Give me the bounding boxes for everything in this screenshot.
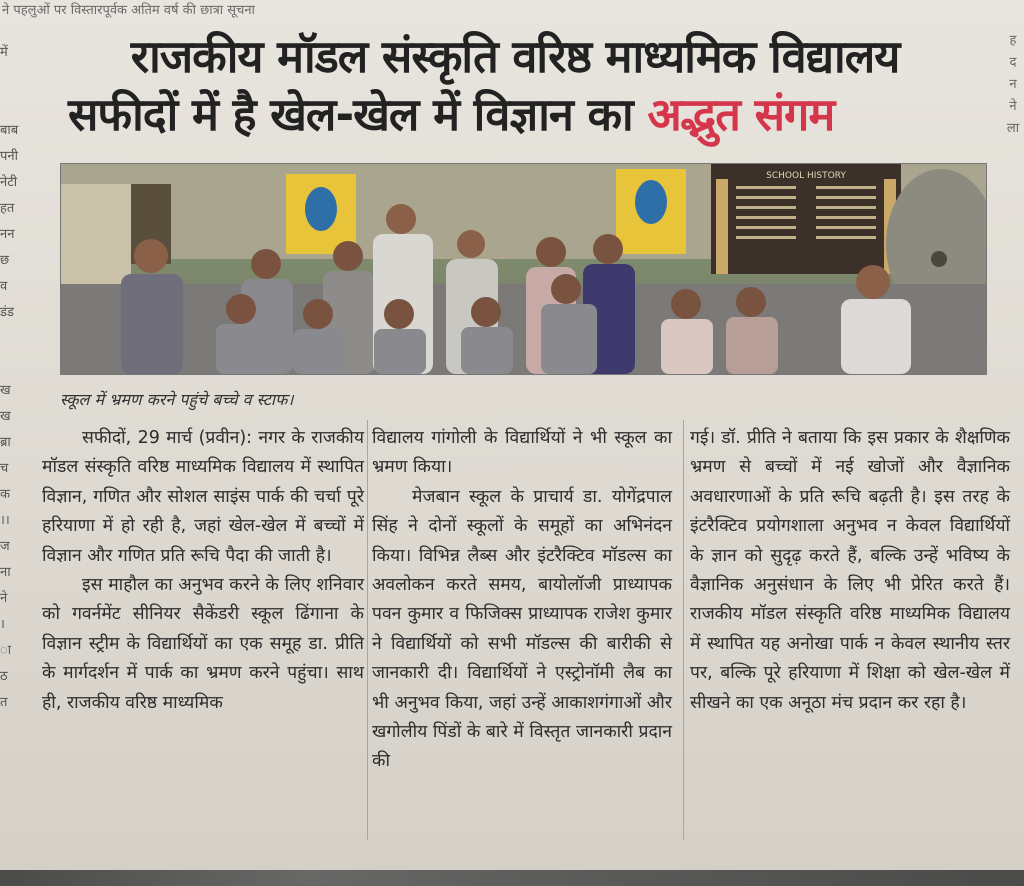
headline-line-2-main: सफीदों में है खेल-खेल में विज्ञान का — [68, 88, 633, 141]
article-paragraph: गई। डॉ. प्रीति ने बताया कि इस प्रकार के शैक्षणिक भ्रमण से बच्चों में नई खोजों और वैज्ञानिक अवधारणाओं के प्रति रूचि बढ़ती है। इस तरह के इंटरैक्टिव प्रयोगशाला अनुभव न केवल विद्यार्थियों के ज्ञान को सुदृढ़ करते हैं, बल्कि उन्हें भविष्य के वैज्ञानिक अनुसंधान के लिए भी प्रेरित करते हैं। राजकीय मॉडल संस्कृति वरिष्ठ माध्यमिक विद्यालय में स्थापित यह अनोखा पार्क न केवल स्थानीय स्तर पर, बल्कि पूरे हरियाणा में शिक्षा को खेल-खेल में सीखने का एक अनूठा मंच प्रदान कर रहा है। — [690, 428, 1010, 713]
column-divider-1 — [367, 420, 368, 840]
left-margin-fragment: त — [0, 695, 8, 710]
column-divider-2 — [683, 420, 684, 840]
photo-caption: स्कूल में भ्रमण करने पहुंचे बच्चे व स्टाफ। — [60, 390, 294, 409]
history-board-title: SCHOOL HISTORY — [766, 171, 846, 181]
article-paragraph: मेजबान स्कूल के प्राचार्य डा. योगेंद्रपाल सिंह ने दोनों स्कूलों के समूहों का अभिनंदन किया। विभिन्न लैब्स और इंटरैक्टिव मॉडल्स का अवलोकन करते समय, बायोलॉजी प्राध्यापक पवन कुमार व फिजिक्स प्राध्यापक राजेश कुमार ने विद्यार्थियों को सभी मॉडल्स की बारीकी से जानकारी दी। विद्यार्थियों ने एस्ट्रोनॉमी लैब का भी अनुभव किया, जहां उन्हें आकाशगंगाओं और खगोलीय पिंडों के बारे में विस्तृत जानकारी प्रदान की — [372, 486, 672, 772]
article-paragraph: विद्यालय गांगोली के विद्यार्थियों ने भी स्कूल का भ्रमण किया। — [372, 428, 672, 478]
right-margin-fragment: ला — [1006, 121, 1020, 136]
left-margin-fragment: नेटी — [0, 175, 18, 190]
vase-icon — [305, 187, 337, 231]
group-photo — [60, 163, 987, 375]
left-margin-fragment: क — [0, 487, 10, 502]
left-margin-fragment: ने — [0, 591, 8, 606]
headline — [40, 28, 990, 144]
right-margin-text — [1002, 30, 1024, 230]
left-margin-fragment: ा — [0, 643, 12, 658]
next-article-ink — [0, 870, 1024, 886]
article-paragraph: इस माहौल का अनुभव करने के लिए शनिवार को गवर्नमेंट सीनियर सैकेंडरी स्कूल ढिंगाना के विज्ञान स्ट्रीम के विद्यार्थियों का एक समूह डा. प्रीति के मार्गदर्शन में पार्क का भ्रमण करने पहुंचा। साथ ही, राजकीय वरिष्ठ माध्यमिक — [42, 575, 364, 713]
previous-article-strip: ने पहलुओं पर विस्तारपूर्वक अतिम वर्ष की छात्रा सूचना — [2, 3, 255, 18]
left-margin-fragment: हत — [0, 201, 15, 216]
headline-accent: अद्भुत संगम — [647, 88, 835, 141]
left-margin-fragment: ज — [0, 539, 10, 554]
left-margin-fragment: व — [0, 279, 8, 294]
right-margin-fragment: ह — [1009, 33, 1017, 48]
article-column-3 — [690, 424, 1010, 718]
left-margin-fragment: ठ — [0, 669, 8, 684]
left-margin-text — [0, 40, 26, 840]
left-margin-fragment: ना — [0, 565, 11, 580]
headline-line-1: राजकीय मॉडल संस्कृति वरिष्ठ माध्यमिक विद्यालय — [130, 30, 900, 83]
left-margin-fragment: बाब — [0, 123, 19, 138]
article-column-1 — [42, 424, 364, 718]
left-margin-fragment: ।। — [0, 513, 10, 528]
left-margin-fragment: ख — [0, 409, 11, 424]
article-paragraph: सफीदों, 29 मार्च (प्रवीन): नगर के राजकीय मॉडल संस्कृति वरिष्ठ माध्यमिक विद्यालय में स्थापित विज्ञान, गणित और सोशल साइंस पार्क की चर्चा पूरे हरियाणा में हो रही है, जहां खेल-खेल में बच्चों में विज्ञान और गणित प्रति रूचि पैदा की जाती है। — [42, 428, 364, 566]
left-margin-fragment — [0, 92, 26, 118]
headline-line-2 — [40, 86, 990, 144]
left-margin-fragment — [0, 352, 26, 378]
left-margin-fragment — [0, 66, 26, 92]
left-margin-fragment: । — [0, 617, 5, 632]
left-margin-fragment: नन — [0, 227, 15, 242]
left-margin-fragment: पनी — [0, 149, 18, 164]
right-margin-fragment: न — [1009, 77, 1017, 92]
left-margin-fragment: में — [0, 45, 8, 60]
left-margin-fragment — [0, 326, 26, 352]
right-margin-fragment: द — [1009, 55, 1017, 70]
right-margin-fragment: ने — [1009, 99, 1017, 114]
article-column-2 — [372, 424, 672, 777]
left-margin-fragment: ख — [0, 383, 11, 398]
vase-icon-2 — [635, 180, 667, 224]
left-margin-fragment: डंड — [0, 305, 14, 320]
group-photo-illustration — [61, 164, 986, 374]
left-margin-fragment: ब्रा — [0, 435, 11, 450]
left-margin-fragment: छ — [0, 253, 10, 268]
left-margin-fragment: च — [0, 461, 9, 476]
